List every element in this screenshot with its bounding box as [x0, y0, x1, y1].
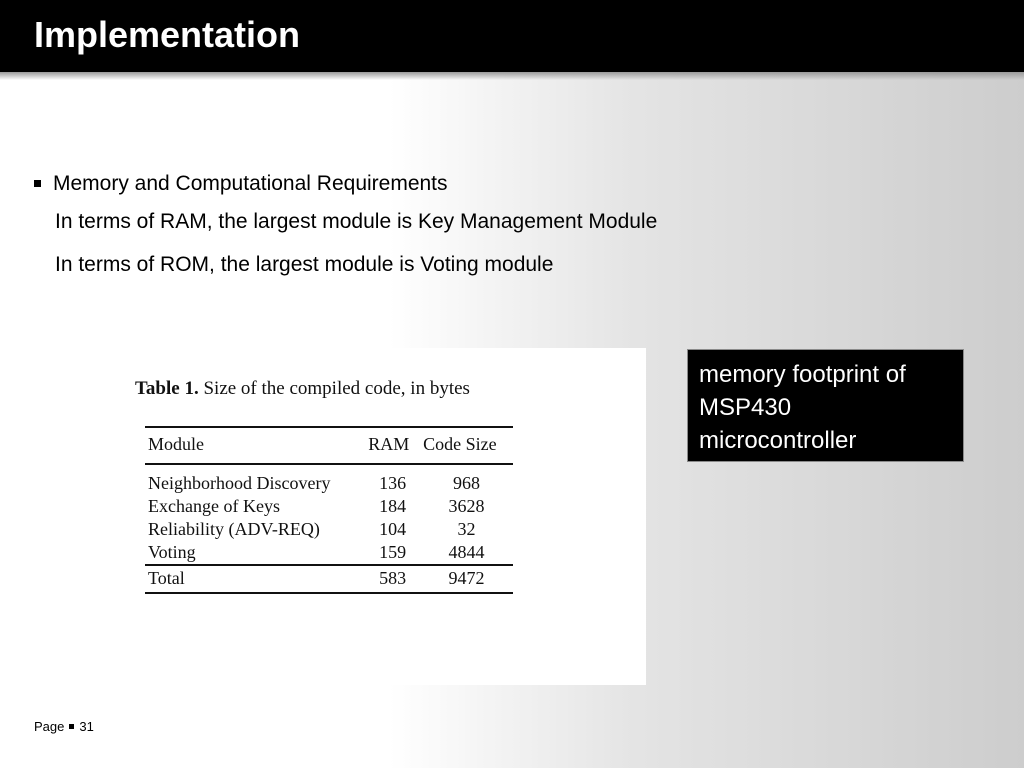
table-image-panel: [111, 348, 646, 685]
slide-title: Implementation: [34, 14, 301, 55]
header-ram: RAM: [365, 427, 420, 464]
body-text: [34, 168, 834, 286]
table-total-row: [145, 565, 513, 593]
table-row: [145, 464, 513, 495]
square-bullet-icon: [34, 180, 41, 187]
cell-ram: 159: [379, 542, 407, 562]
bullet-item: [34, 168, 834, 200]
code-size-table: [145, 426, 513, 594]
callout-box: memory footprint of MSP430 microcontroller: [687, 349, 964, 462]
cell-ram: 104: [379, 519, 407, 539]
ram-statement: In terms of RAM, the largest module is Key Management Module: [55, 210, 658, 233]
footer-page-label: Page: [34, 719, 65, 734]
table-row: [145, 541, 513, 565]
bullet-text: Memory and Computational Requirements: [53, 172, 448, 195]
table-row: [145, 518, 513, 541]
header-code-size: Code Size: [420, 427, 513, 464]
square-bullet-icon: [69, 724, 74, 729]
header-module: Module: [145, 427, 365, 464]
rom-statement: In terms of ROM, the largest module is Voting module: [55, 253, 554, 276]
cell-module: Exchange of Keys: [148, 496, 280, 516]
cell-code-size: 4844: [448, 542, 485, 562]
cell-ram: 184: [379, 496, 407, 516]
cell-module: Voting: [148, 542, 196, 562]
cell-total-ram: 583: [365, 565, 420, 593]
table-caption-label: Table 1.: [135, 378, 199, 399]
cell-ram: 136: [379, 473, 407, 493]
page-number: 31: [79, 719, 94, 734]
table-header-row: [145, 427, 513, 464]
cell-code-size: 3628: [448, 496, 485, 516]
table-caption-text: Size of the compiled code, in bytes: [203, 378, 470, 399]
cell-total-label: Total: [145, 565, 365, 593]
table-caption: [135, 378, 470, 400]
table-row: [145, 495, 513, 518]
cell-module: Neighborhood Discovery: [148, 473, 331, 493]
cell-code-size: 32: [457, 519, 476, 539]
cell-total-code-size: 9472: [420, 565, 513, 593]
footer: [34, 719, 94, 734]
cell-code-size: 968: [453, 473, 481, 493]
cell-module: Reliability (ADV-REQ): [148, 519, 320, 539]
title-bar-shadow: [0, 72, 1024, 80]
